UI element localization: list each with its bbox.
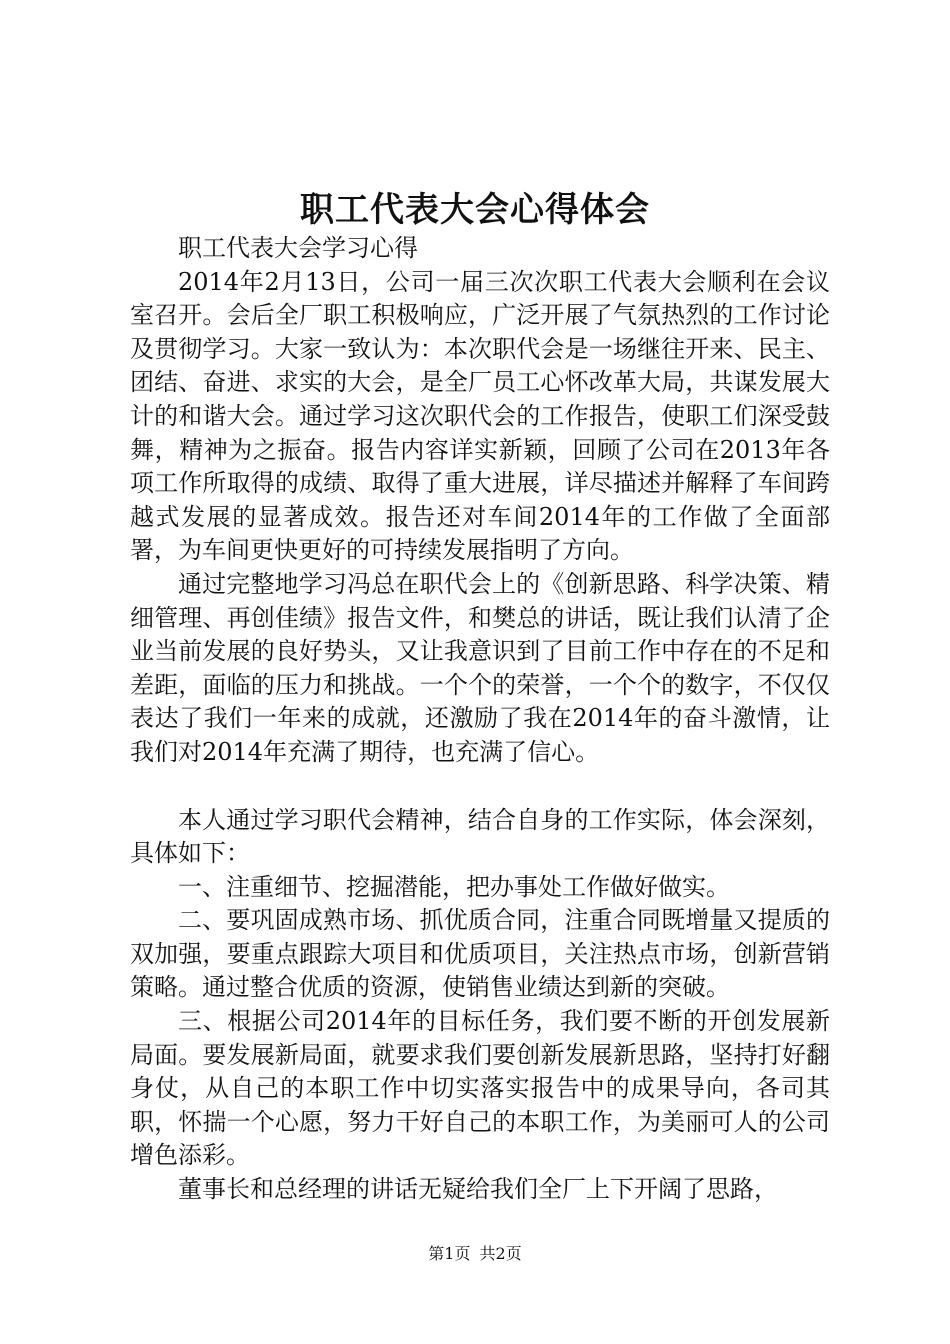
page-footer (0, 1243, 950, 1265)
paragraph-gap (130, 770, 830, 804)
list-item: 三、根据公司2014年的目标任务，我们要不断的开创发展新局面。要发展新局面，就要求我们要创新发展新思路，坚持打好翻身仗，从自己的本职工作中切实落实报告中的成果导向，各司其职，怀揣一个心愿，努力干好自己的本职工作，为美丽可人的公司增色添彩。 (130, 1007, 830, 1170)
paragraph: 董事长和总经理的讲话无疑给我们全厂上下开阔了思路， (178, 1175, 778, 1204)
page-total: 共2页 (479, 1244, 522, 1263)
paragraph: 通过完整地学习冯总在职代会上的《创新思路、科学决策、精细管理、再创佳绩》报告文件，和樊总的讲话，既让我们认清了企业当前发展的良好势头，又让我意识到了目前工作中存在的不足和差距，面临的压力和挑战。一个个的荣誉，一个个的数字，不仅仅表达了我们一年来的成就，还激励了我在2014年的奋斗激情，让我们对2014年充满了期待，也充满了信心。 (130, 569, 830, 766)
paragraph: 2014年2月13日，公司一届三次次职工代表大会顺利在会议室召开。会后全厂职工积极响应，广泛开展了气氛热烈的工作讨论及贯彻学习。大家一致认为：本次职代会是一场继往开来、民主、团结、奋进、求实的大会，是全厂员工心怀改革大局，共谋发展大计的和谐大会。通过学习这次职代会的工作报告，使职工们深受鼓舞，精神为之振奋。报告内容详实新颖，回顾了公司在2013年各项工作所取得的成绩、取得了重大进展，详尽描述并解释了车间跨越式发展的显著成效。报告还对车间2014年的工作做了全面部署，为车间更快更好的可持续发展指明了方向。 (130, 267, 830, 565)
paragraph: 本人通过学习职代会精神，结合自身的工作实际，体会深刻，具体如下： (130, 805, 830, 868)
page-number: 第1页 (428, 1244, 471, 1263)
document-body (130, 232, 830, 1207)
list-item: 二、要巩固成熟市场、抓优质合同，注重合同既增量又提质的双加强，要重点跟踪大项目和优质项目，关注热点市场，创新营销策略。通过整合优质的资源，使销售业绩达到新的突破。 (130, 906, 830, 1002)
document-title: 职工代表大会心得体会 (300, 190, 650, 230)
list-item: 一、注重细节、挖掘潜能，把办事处工作做好做实。 (178, 872, 730, 901)
document-subtitle: 职工代表大会学习心得 (178, 234, 418, 262)
